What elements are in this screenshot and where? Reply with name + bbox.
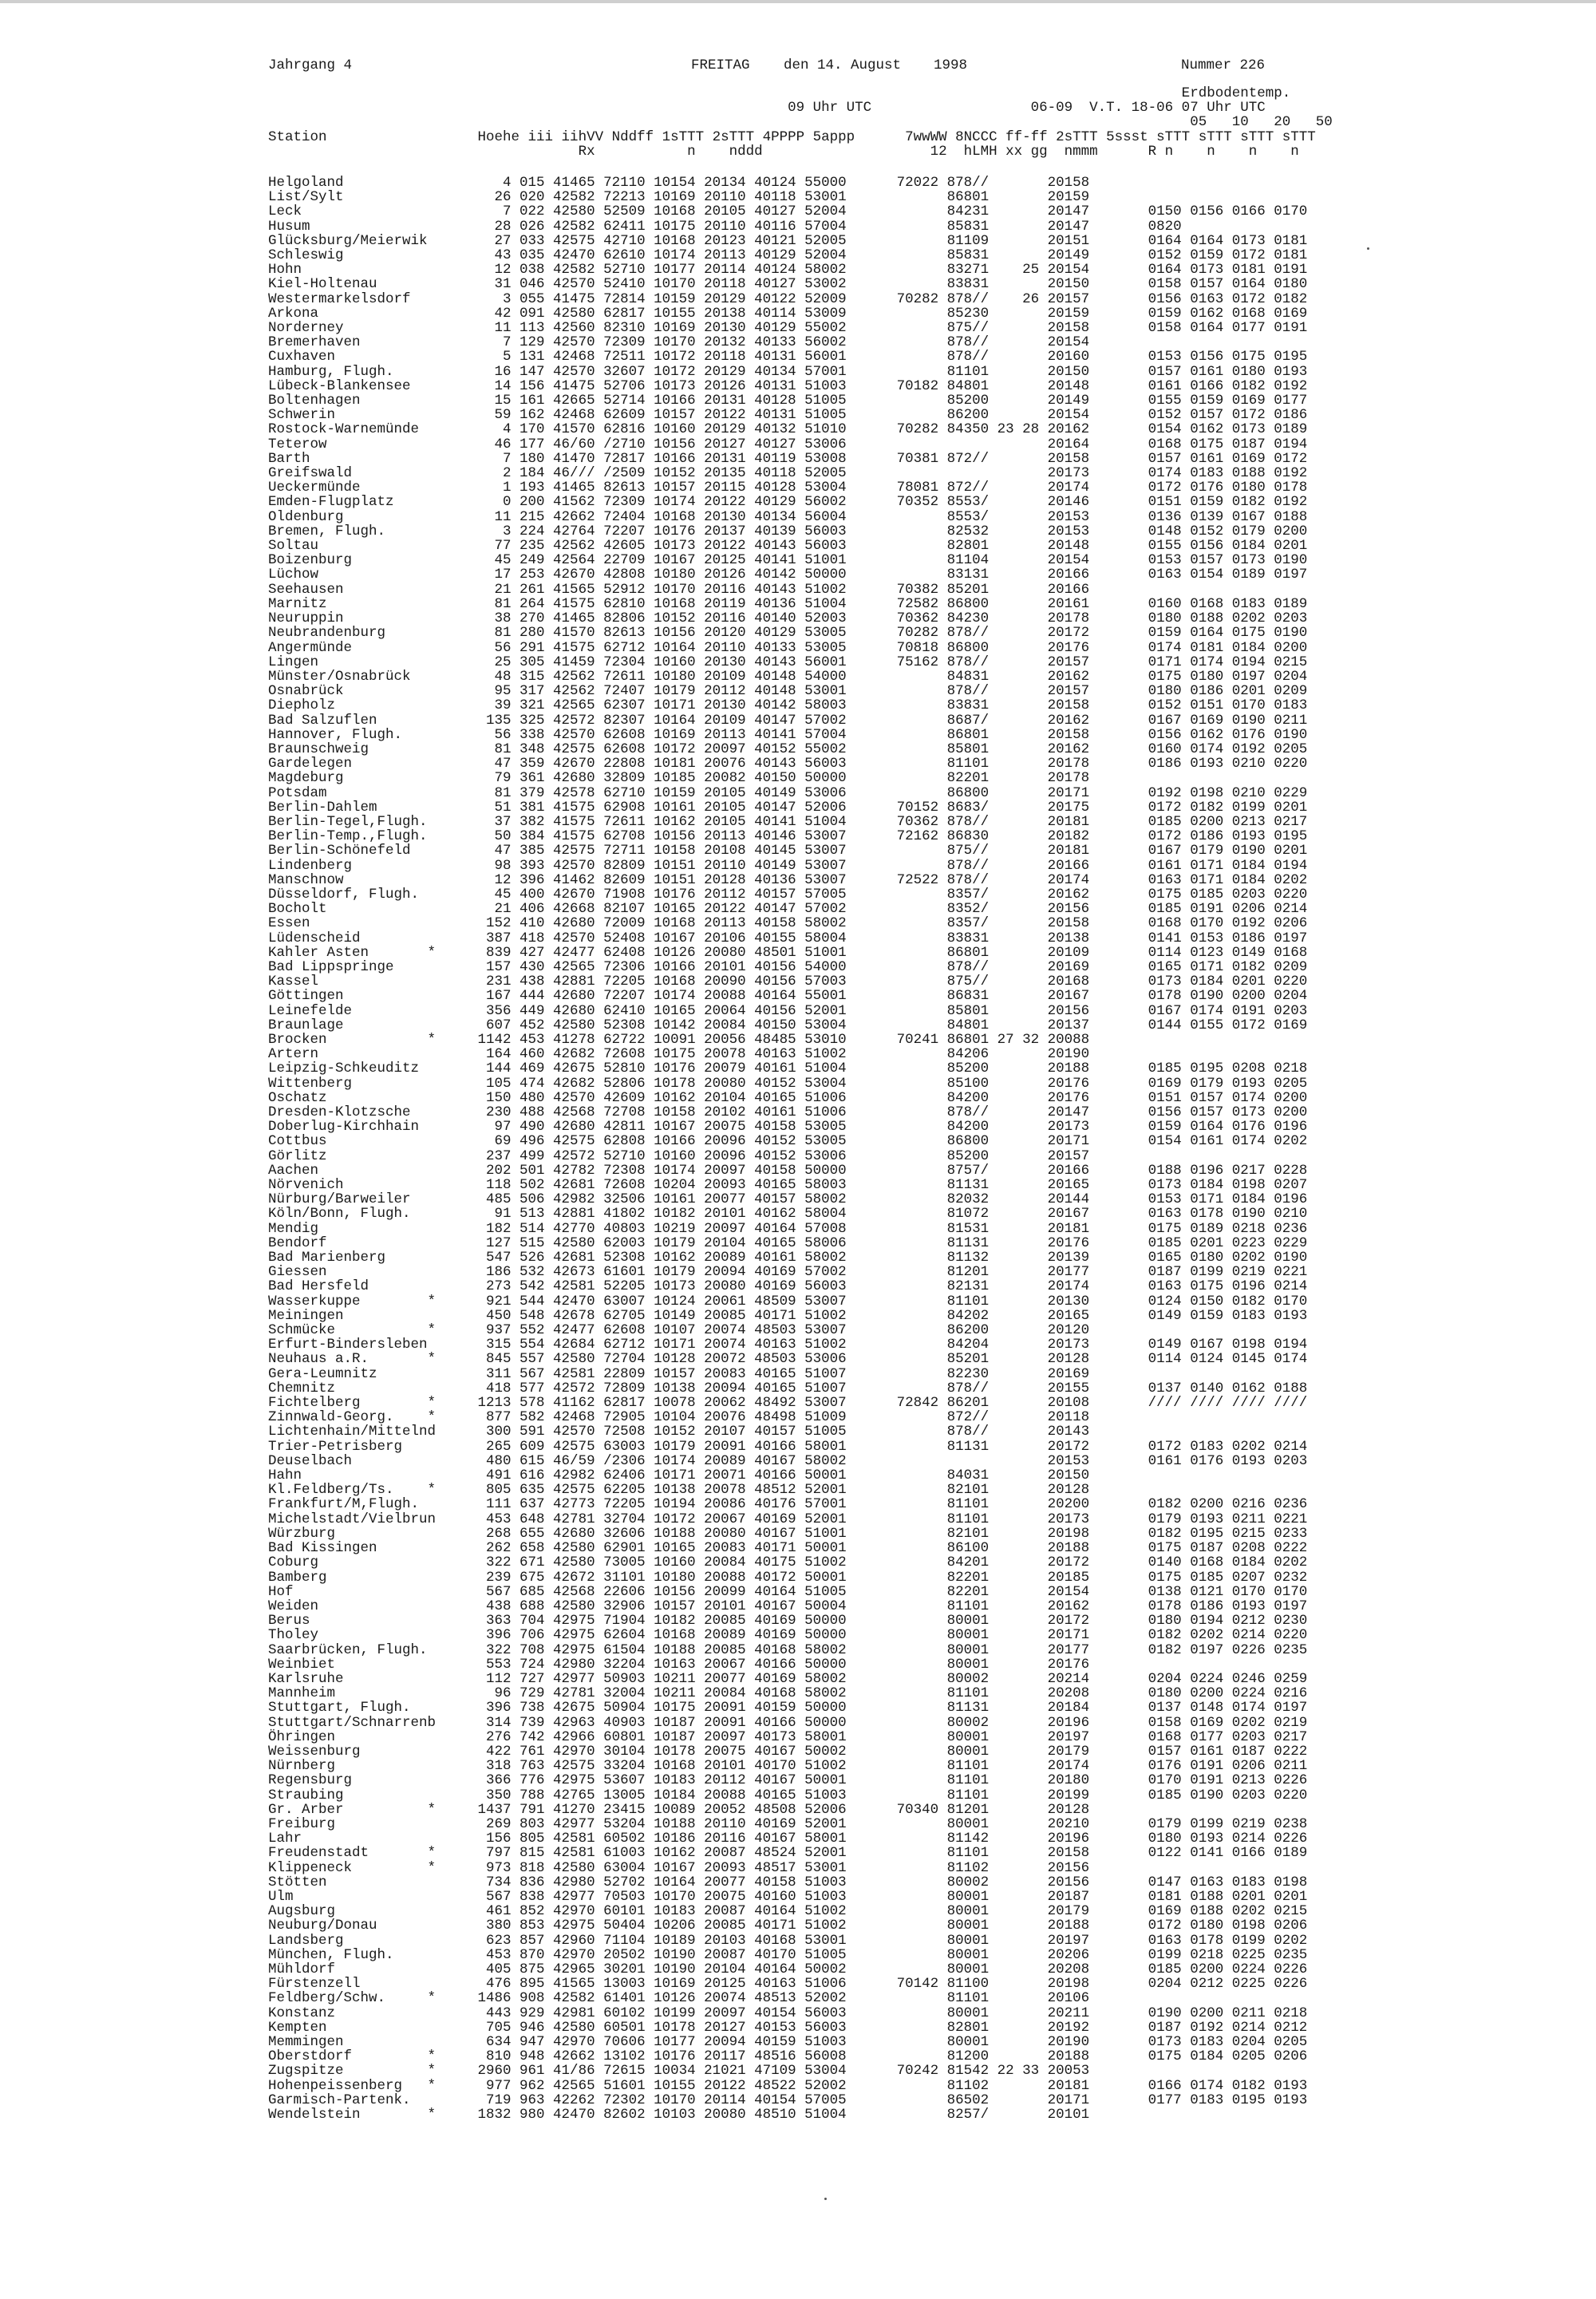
- station-row: Würzburg 268 655 42680 32606 10188 20080 40167 51001 82101 20198 0182 0195 0215 0233: [268, 1525, 1308, 1542]
- station-row: Hof 567 685 42568 22606 10156 20099 40164 51005 82201 20154 0138 0121 0170 0170: [268, 1583, 1308, 1600]
- station-row: Nörvenich 118 502 42681 72608 10204 20093 40165 58003 81131 20165 0173 0184 0198 0207: [268, 1177, 1308, 1194]
- station-row: Boltenhagen 15 161 42665 52714 10166 20131 40128 51005 85200 20149 0155 0159 0169 0177: [268, 393, 1308, 409]
- station-row: Seehausen 21 261 41565 52912 10170 20116 40143 51002 70382 85201 20166: [268, 581, 1090, 598]
- station-row: Manschnow 12 396 41462 82609 10151 20128 40136 53007 72522 878// 20174 0163 0171 0184 0202: [268, 871, 1308, 888]
- station-row: Neuruppin 38 270 41465 82806 10152 20116 40140 52003 70362 84230 20178 0180 0188 0202 0203: [268, 610, 1308, 627]
- station-row: Lahr 156 805 42581 60502 10186 20116 40167 58001 81142 20196 0180 0193 0214 0226: [268, 1831, 1308, 1847]
- station-row: Freudenstadt * 797 815 42581 61003 10162 20087 48524 52001 81101 20158 0122 0141 0166 0189: [268, 1845, 1308, 1862]
- station-row: Hahn 491 616 42982 62406 10171 20071 40166 50001 84031 20150: [268, 1467, 1090, 1484]
- station-row: Düsseldorf, Flugh. 45 400 42670 71908 10176 20112 40157 57005 8357/ 20162 0175 0185 0203 0220: [268, 886, 1308, 903]
- station-row: Saarbrücken, Flugh. 322 708 42975 61504 10188 20085 40168 58002 80001 20177 0182 0197 0226 0235: [268, 1641, 1308, 1658]
- station-row: Braunlage 607 452 42580 52308 10142 20084 40150 53004 84801 20137 0144 0155 0172 0169: [268, 1017, 1308, 1033]
- station-row: Cottbus 69 496 42575 62808 10166 20096 40152 53005 86800 20171 0154 0161 0174 0202: [268, 1133, 1308, 1150]
- station-row: Greifswald 2 184 46/// /2509 10152 20135 40118 52005 20173 0174 0183 0188 0192: [268, 465, 1308, 482]
- weekday-label: FREITAG: [691, 57, 750, 73]
- station-row: Kahler Asten * 839 427 42477 62408 10126 20080 48501 51001 86801 20109 0114 0123 0149 0168: [268, 944, 1308, 961]
- issue-number-label: Nummer 226: [1181, 57, 1266, 73]
- station-row: Leipzig-Schkeuditz 144 469 42675 52810 10176 20079 40161 51004 85200 20188 0185 0195 0208 0218: [268, 1061, 1308, 1077]
- station-row: Feldberg/Schw. * 1486 908 42582 61401 10126 20074 48513 52002 81101 20106: [268, 1990, 1090, 2007]
- column-header-line: Station Hoehe iii iihVV Nddff 1sTTT 2sTTT 4PPPP 5appp 7wwWW 8NCCC ff-ff 2sTTT 5ssst sTTT sTTT sTTT sTTT: [268, 128, 1316, 145]
- station-row: Münster/Osnabrück 48 315 42562 72611 10180 20109 40148 54000 84831 20162 0175 0180 0197 0204: [268, 668, 1308, 685]
- station-row: Mühldorf 405 875 42965 30201 10190 20104 40164 50002 80001 20208 0185 0200 0224 0226: [268, 1961, 1308, 1977]
- station-row: Aachen 202 501 42782 72308 10174 20097 40158 50000 8757/ 20166 0188 0196 0217 0228: [268, 1162, 1308, 1179]
- station-row: Lingen 25 305 41459 72304 10160 20130 40143 56001 75162 878// 20157 0171 0174 0194 0215: [268, 654, 1308, 670]
- station-row: Stuttgart/Schnarrenb 314 739 42963 40903 10187 20091 40166 50000 80002 20196 0158 0169 0202 0219: [268, 1714, 1308, 1731]
- station-row: Gardelegen 47 359 42670 22808 10181 20076 40143 56003 81101 20178 0186 0193 0210 0220: [268, 756, 1308, 772]
- scan-top-edge: [0, 0, 1596, 3]
- station-row: Diepholz 39 321 42565 62307 10171 20130 40142 58003 83831 20158 0152 0151 0170 0183: [268, 697, 1308, 714]
- station-row: Emden-Flugplatz 0 200 41562 72309 10174 20122 40129 56002 70352 8553/ 20146 0151 0159 0182 0192: [268, 494, 1308, 511]
- station-row: Straubing 350 788 42765 13005 10184 20088 40165 51003 81101 20199 0185 0190 0203 0220: [268, 1787, 1308, 1803]
- station-row: Neuhaus a.R. * 845 557 42580 72704 10128 20072 48503 53006 85201 20128 0114 0124 0145 0174: [268, 1351, 1308, 1368]
- date-label: den 14. August: [784, 57, 902, 73]
- station-row: Barth 7 180 41470 72817 10166 20131 40119 53008 70381 872// 20158 0157 0161 0169 0172: [268, 450, 1308, 467]
- station-row: Bremen, Flugh. 3 224 42764 72207 10176 20137 40139 56003 82532 20153 0148 0152 0179 0200: [268, 523, 1308, 539]
- station-row: Lindenberg 98 393 42570 82809 10151 20110 40149 53007 878// 20166 0161 0171 0184 0194: [268, 857, 1308, 874]
- station-row: Husum 28 026 42582 62411 10175 20110 40116 57004 85831 20147 0820: [268, 218, 1182, 235]
- station-row: Weissenburg 422 761 42970 30104 10178 20075 40167 50002 80001 20179 0157 0161 0187 0222: [268, 1743, 1308, 1760]
- station-row: Schwerin 59 162 42468 62609 10157 20122 40131 51005 86200 20154 0152 0157 0172 0186: [268, 407, 1308, 424]
- station-row: Göttingen 167 444 42680 72207 10174 20088 40164 55001 86831 20167 0178 0190 0200 0204: [268, 988, 1308, 1005]
- station-row: Kassel 231 438 42881 72205 10168 20090 40156 57003 875// 20168 0173 0184 0201 0220: [268, 974, 1308, 990]
- station-row: Hannover, Flugh. 56 338 42570 62608 10169 20113 40141 57004 86801 20158 0156 0162 0176 0190: [268, 726, 1308, 743]
- station-row: Mannheim 96 729 42781 32004 10211 20084 40168 58002 81101 20208 0180 0200 0224 0216: [268, 1685, 1308, 1702]
- station-row: Kl.Feldberg/Ts. * 805 635 42575 62205 10138 20078 48512 52001 82101 20128: [268, 1482, 1090, 1499]
- station-row: Zugspitze * 2960 961 41/86 72615 10034 21021 47109 53004 70242 81542 22 33 20053: [268, 2063, 1090, 2080]
- station-row: Mendig 182 514 42770 40803 10219 20097 40164 57008 81531 20181 0175 0189 0218 0236: [268, 1220, 1308, 1237]
- scan-speck: [1367, 247, 1369, 250]
- station-row: Braunschweig 81 348 42575 62608 10172 20097 40152 55002 85801 20162 0160 0174 0192 0205: [268, 741, 1308, 757]
- station-row: Lichtenhain/Mittelnd 300 591 42570 72508 10152 20107 40157 51005 878// 20143: [268, 1424, 1090, 1440]
- station-row: Berlin-Tegel,Flugh. 37 382 41575 72611 10162 20105 40141 51004 70362 878// 20181 0185 0200 0213 0217: [268, 813, 1308, 830]
- station-row: Bamberg 239 675 42672 31101 10180 20088 40172 50001 82201 20185 0175 0185 0207 0232: [268, 1569, 1308, 1586]
- station-row: Ueckermünde 1 193 41465 82613 10157 20115 40128 53004 78081 872// 20174 0172 0176 0180 0178: [268, 480, 1308, 496]
- column-header-line: 05 10 20 50: [268, 114, 1333, 131]
- station-row: Tholey 396 706 42975 62604 10168 20089 40169 50000 80001 20171 0182 0202 0214 0220: [268, 1627, 1308, 1644]
- station-row: Westermarkelsdorf 3 055 41475 72814 10159 20129 40122 52009 70282 878// 26 20157 0156 0163 0172 0182: [268, 290, 1308, 307]
- station-row: Arkona 42 091 42580 62817 10155 20138 40114 53009 85230 20159 0159 0162 0168 0169: [268, 305, 1308, 322]
- station-row: Rostock-Warnemünde 4 170 41570 62816 10160 20129 40132 51010 70282 84350 23 28 20162 0154 0162 0173 0189: [268, 421, 1308, 438]
- station-row: Osnabrück 95 317 42562 72407 10179 20112 40148 53001 878// 20157 0180 0186 0201 0209: [268, 683, 1308, 700]
- station-row: Neubrandenburg 81 280 41570 82613 10156 20120 40129 53005 70282 878// 20172 0159 0164 0175 0190: [268, 625, 1308, 642]
- station-row: Boizenburg 45 249 42564 22709 10167 20125 40141 51001 81104 20154 0153 0157 0173 0190: [268, 552, 1308, 569]
- station-row: Neuburg/Donau 380 853 42975 50404 10206 20085 40171 51002 80001 20188 0172 0180 0198 0206: [268, 1918, 1308, 1934]
- station-row: Berus 363 704 42975 71904 10182 20085 40169 50000 80001 20172 0180 0194 0212 0230: [268, 1613, 1308, 1629]
- station-row: Zinnwald-Georg. * 877 582 42468 72905 10104 20076 48498 51009 872// 20118: [268, 1409, 1090, 1426]
- station-row: Deuselbach 480 615 46/59 /2306 10174 20089 40167 58002 20153 0161 0176 0193 0203: [268, 1452, 1308, 1469]
- station-row: Köln/Bonn, Flugh. 91 513 42881 41802 10182 20101 40162 58004 81072 20167 0163 0178 0190 0210: [268, 1206, 1308, 1223]
- scan-speck: [824, 2198, 827, 2200]
- station-row: Lüchow 17 253 42670 42808 10180 20126 40142 50000 83131 20166 0163 0154 0189 0197: [268, 567, 1308, 583]
- station-row: Oschatz 150 480 42570 42609 10162 20104 40165 51006 84200 20176 0151 0157 0174 0200: [268, 1089, 1308, 1106]
- year-label: 1998: [934, 57, 968, 73]
- station-row: Berlin-Dahlem 51 381 41575 62908 10161 20105 40147 52006 70152 8683/ 20175 0172 0182 0199 0201: [268, 799, 1308, 816]
- station-row: Klippeneck * 973 818 42580 63004 10167 20093 48517 53001 81102 20156: [268, 1859, 1090, 1876]
- column-header-line: Erdbodentemp.: [268, 85, 1291, 101]
- station-row: Nürburg/Barweiler 485 506 42982 32506 10161 20077 40157 58002 82032 20144 0153 0171 0184 0196: [268, 1191, 1308, 1208]
- station-row: Hamburg, Flugh. 16 147 42570 32607 10172 20129 40134 57001 81101 20150 0157 0161 0180 0193: [268, 363, 1308, 380]
- station-row: Konstanz 443 929 42981 60102 10199 20097 40154 56003 80001 20211 0190 0200 0211 0218: [268, 2005, 1308, 2021]
- station-row: Bocholt 21 406 42668 82107 10165 20122 40147 57002 8352/ 20156 0185 0191 0206 0214: [268, 901, 1308, 918]
- station-row: Helgoland 4 015 41465 72110 10154 20134 40124 55000 72022 878// 20158: [268, 175, 1090, 191]
- station-row: Angermünde 56 291 41575 62712 10164 20110 40133 53005 70818 86800 20176 0174 0181 0184 0200: [268, 639, 1308, 656]
- station-row: Chemnitz 418 577 42572 72809 10138 20094 40165 51007 878// 20155 0137 0140 0162 0188: [268, 1380, 1308, 1396]
- station-row: Artern 164 460 42682 72608 10175 20078 40163 51002 84206 20190: [268, 1046, 1090, 1063]
- station-row: Schleswig 43 035 42470 62610 10174 20113 40129 52004 85831 20149 0152 0159 0172 0181: [268, 247, 1308, 264]
- station-row: Coburg 322 671 42580 73005 10160 20084 40175 51002 84201 20172 0140 0168 0184 0202: [268, 1554, 1308, 1571]
- station-row: Bendorf 127 515 42580 62003 10179 20104 40165 58006 81131 20176 0185 0201 0223 0229: [268, 1234, 1308, 1251]
- column-header-line: Rx n nddd 12 hLMH xx gg nmmm R n n n n: [268, 143, 1299, 160]
- station-row: List/Sylt 26 020 42582 72213 10169 20110 40118 53001 86801 20159: [268, 189, 1090, 206]
- station-row: Oberstdorf * 810 948 42662 13102 10176 20117 48516 56008 81200 20188 0175 0184 0205 0206: [268, 2048, 1308, 2065]
- jahrgang-label: Jahrgang 4: [268, 57, 353, 73]
- station-row: Memmingen 634 947 42970 70606 10177 20094 40159 51003 80001 20190 0173 0183 0204 0205: [268, 2034, 1308, 2050]
- station-row: Öhringen 276 742 42966 60801 10187 20097 40173 58001 80001 20197 0168 0177 0203 0217: [268, 1728, 1308, 1745]
- station-row: Fichtelberg * 1213 578 41162 62817 10078 20062 48492 53007 72842 86201 20108 //// //// //// ////: [268, 1395, 1308, 1412]
- station-row: Landsberg 623 857 42960 71104 10189 20103 40168 53001 80001 20197 0163 0178 0199 0202: [268, 1932, 1308, 1949]
- station-row: Stötten 734 836 42980 52702 10164 20077 40158 51003 80002 20156 0147 0163 0183 0198: [268, 1874, 1308, 1890]
- station-row: Nürnberg 318 763 42575 33204 10168 20101 40170 51002 81101 20174 0176 0191 0206 0211: [268, 1758, 1308, 1775]
- station-row: Bad Lippspringe 157 430 42565 72306 10166 20101 40156 54000 878// 20169 0165 0171 0182 0209: [268, 958, 1308, 975]
- station-row: Leinefelde 356 449 42680 62410 10165 20064 40156 52001 85801 20156 0167 0174 0191 0203: [268, 1002, 1308, 1019]
- column-header-block: [268, 86, 1333, 159]
- station-row: Hohn 12 038 42582 52710 10177 20114 40124 58002 83271 25 20154 0164 0173 0181 0191: [268, 262, 1308, 278]
- station-row: Dresden-Klotzsche 230 488 42568 72708 10158 20102 40161 51006 878// 20147 0156 0157 0173 0200: [268, 1104, 1308, 1120]
- station-row: Giessen 186 532 42673 61601 10179 20094 40169 57002 81201 20177 0187 0199 0219 0221: [268, 1264, 1308, 1281]
- station-row: Berlin-Temp.,Flugh. 50 384 41575 62708 10156 20113 40146 53007 72162 86830 20182 0172 0186 0193 0195: [268, 828, 1308, 845]
- station-row: Regensburg 366 776 42975 53607 10183 20112 40167 50001 81101 20180 0170 0191 0213 0226: [268, 1772, 1308, 1789]
- station-row: Erfurt-Bindersleben 315 554 42684 62712 10171 20074 40163 51002 84204 20173 0149 0167 0198 0194: [268, 1337, 1308, 1353]
- station-row: Görlitz 237 499 42572 52710 10160 20096 40152 53006 85200 20157: [268, 1148, 1090, 1164]
- station-row: Gr. Arber * 1437 791 41270 23415 10089 20052 48508 52006 70340 81201 20128: [268, 1801, 1090, 1818]
- station-row: Doberlug-Kirchhain 97 490 42680 42811 10167 20075 40158 53005 84200 20173 0159 0164 0176 0196: [268, 1119, 1308, 1136]
- station-row: Schmücke * 937 552 42477 62608 10107 20074 48503 53007 86200 20120: [268, 1322, 1090, 1339]
- column-header-line: 09 Uhr UTC 06-09 V.T. 18-06 07 Uhr UTC: [268, 100, 1266, 117]
- station-row: Glücksburg/Meierwik 27 033 42575 42710 10168 20123 40121 52005 81109 20151 0164 0164 0173 0181: [268, 232, 1308, 249]
- station-row: Weinbiet 553 724 42980 32204 10163 20067 40166 50000 80001 20176: [268, 1656, 1090, 1673]
- station-row: Soltau 77 235 42562 42605 10173 20122 40143 56003 82801 20148 0155 0156 0184 0201: [268, 538, 1308, 555]
- station-row: Frankfurt/M,Flugh. 111 637 42773 72205 10194 20086 40176 57001 81101 20200 0182 0200 0216 0236: [268, 1496, 1308, 1513]
- station-row: Oldenburg 11 215 42662 72404 10168 20130 40134 56004 8553/ 20153 0136 0139 0167 0188: [268, 508, 1308, 525]
- station-row: Lübeck-Blankensee 14 156 41475 52706 10173 20126 40131 51003 70182 84801 20148 0161 0166 0182 0192: [268, 377, 1308, 394]
- station-row: Freiburg 269 803 42977 53204 10188 20110 40169 52001 80001 20210 0179 0199 0219 0238: [268, 1815, 1308, 1832]
- station-row: Leck 7 022 42580 52509 10168 20105 40127 52004 84231 20147 0150 0156 0166 0170: [268, 203, 1308, 220]
- station-row: Kiel-Holtenau 31 046 42570 52410 10170 20118 40127 53002 83831 20150 0158 0157 0164 0180: [268, 276, 1308, 293]
- station-row: Brocken * 1142 453 41278 62722 10091 20056 48485 53010 70241 86801 27 32 20088: [268, 1031, 1090, 1048]
- station-row: Stuttgart, Flugh. 396 738 42675 50904 10175 20091 40159 50000 81131 20184 0137 0148 0174 0197: [268, 1700, 1308, 1716]
- station-row: Michelstadt/Vielbrun 453 648 42781 32704 10172 20067 40169 52001 81101 20173 0179 0193 0211 0221: [268, 1511, 1308, 1527]
- station-row: Lüdenscheid 387 418 42570 52408 10167 20106 40155 58004 83831 20138 0141 0153 0186 0197: [268, 930, 1308, 946]
- station-row: Meiningen 450 548 42678 62705 10149 20085 40171 51002 84202 20165 0149 0159 0183 0193: [268, 1307, 1308, 1324]
- station-row: Norderney 11 113 42560 82310 10169 20130 40129 55002 875// 20158 0158 0164 0177 0191: [268, 320, 1308, 337]
- station-row: Weiden 438 688 42580 32906 10157 20101 40167 50004 81101 20162 0178 0186 0193 0197: [268, 1598, 1308, 1614]
- station-row: Bad Marienberg 547 526 42681 52308 10162 20089 40161 58002 81132 20139 0165 0180 0202 0190: [268, 1250, 1308, 1266]
- station-row: Karlsruhe 112 727 42977 50903 10211 20077 40169 58002 80002 20214 0204 0224 0246 0259: [268, 1670, 1308, 1687]
- station-row: Trier-Petrisberg 265 609 42575 63003 10179 20091 40166 58001 81131 20172 0172 0183 0202 0214: [268, 1438, 1308, 1455]
- station-row: München, Flugh. 453 870 42970 20502 10190 20087 40170 51005 80001 20206 0199 0218 0225 0235: [268, 1946, 1308, 1963]
- station-row: Wittenberg 105 474 42682 52806 10178 20080 40152 53004 85100 20176 0169 0179 0193 0205: [268, 1075, 1308, 1092]
- station-row: Hohenpeissenberg * 977 962 42565 51601 10155 20122 48522 52002 81102 20181 0166 0174 0182 0193: [268, 2077, 1308, 2094]
- station-row: Kempten 705 946 42580 60501 10178 20127 40153 56003 82801 20192 0187 0192 0214 0212: [268, 2019, 1308, 2036]
- station-row: Potsdam 81 379 42578 62710 10159 20105 40149 53006 86800 20171 0192 0198 0210 0229: [268, 784, 1308, 801]
- station-row: Gera-Leumnitz 311 567 42581 22809 10157 20083 40165 51007 82230 20169: [268, 1365, 1090, 1382]
- station-row: Bremerhaven 7 129 42570 72309 10170 20132 40133 56002 878// 20154: [268, 334, 1090, 351]
- station-row: Augsburg 461 852 42970 60101 10183 20087 40164 51002 80001 20179 0169 0188 0202 0215: [268, 1903, 1308, 1920]
- station-table: [268, 176, 1307, 2122]
- station-row: Bad Hersfeld 273 542 42581 52205 10173 20080 40169 56003 82131 20174 0163 0175 0196 0214: [268, 1278, 1308, 1295]
- station-row: Berlin-Schönefeld 47 385 42575 72711 10158 20108 40145 53007 875// 20181 0167 0179 0190 0201: [268, 843, 1308, 859]
- station-row: Ulm 567 838 42977 70503 10170 20075 40160 51003 80001 20187 0181 0188 0201 0201: [268, 1888, 1308, 1905]
- station-row: Marnitz 81 264 41575 62810 10168 20119 40136 51004 72582 86800 20161 0160 0168 0183 0189: [268, 595, 1308, 612]
- station-row: Essen 152 410 42680 72009 10168 20113 40158 58002 8357/ 20158 0168 0170 0192 0206: [268, 915, 1308, 932]
- station-row: Garmisch-Partenk. 719 963 42262 72302 10170 20114 40154 57005 86502 20171 0177 0183 0195 0193: [268, 2092, 1308, 2108]
- station-row: Teterow 46 177 46/60 /2710 10156 20127 40127 53006 20164 0168 0175 0187 0194: [268, 436, 1308, 452]
- station-row: Magdeburg 79 361 42680 32809 10185 20082 40150 50000 82201 20178: [268, 770, 1090, 787]
- station-row: Bad Kissingen 262 658 42580 62901 10165 20083 40171 50001 86100 20188 0175 0187 0208 0222: [268, 1540, 1308, 1557]
- station-row: Fürstenzell 476 895 41565 13003 10169 20125 40163 51006 70142 81100 20198 0204 0212 0225 0226: [268, 1976, 1308, 1993]
- station-row: Wasserkuppe * 921 544 42470 63007 10124 20061 48509 53007 81101 20130 0124 0150 0182 0170: [268, 1293, 1308, 1309]
- station-row: Wendelstein * 1832 980 42470 82602 10103 20080 48510 51004 8257/ 20101: [268, 2107, 1090, 2123]
- station-row: Bad Salzuflen 135 325 42572 82307 10164 20109 40147 57002 8687/ 20162 0167 0169 0190 0211: [268, 712, 1308, 729]
- station-row: Cuxhaven 5 131 42468 72511 10172 20118 40131 56001 878// 20160 0153 0156 0175 0195: [268, 349, 1308, 365]
